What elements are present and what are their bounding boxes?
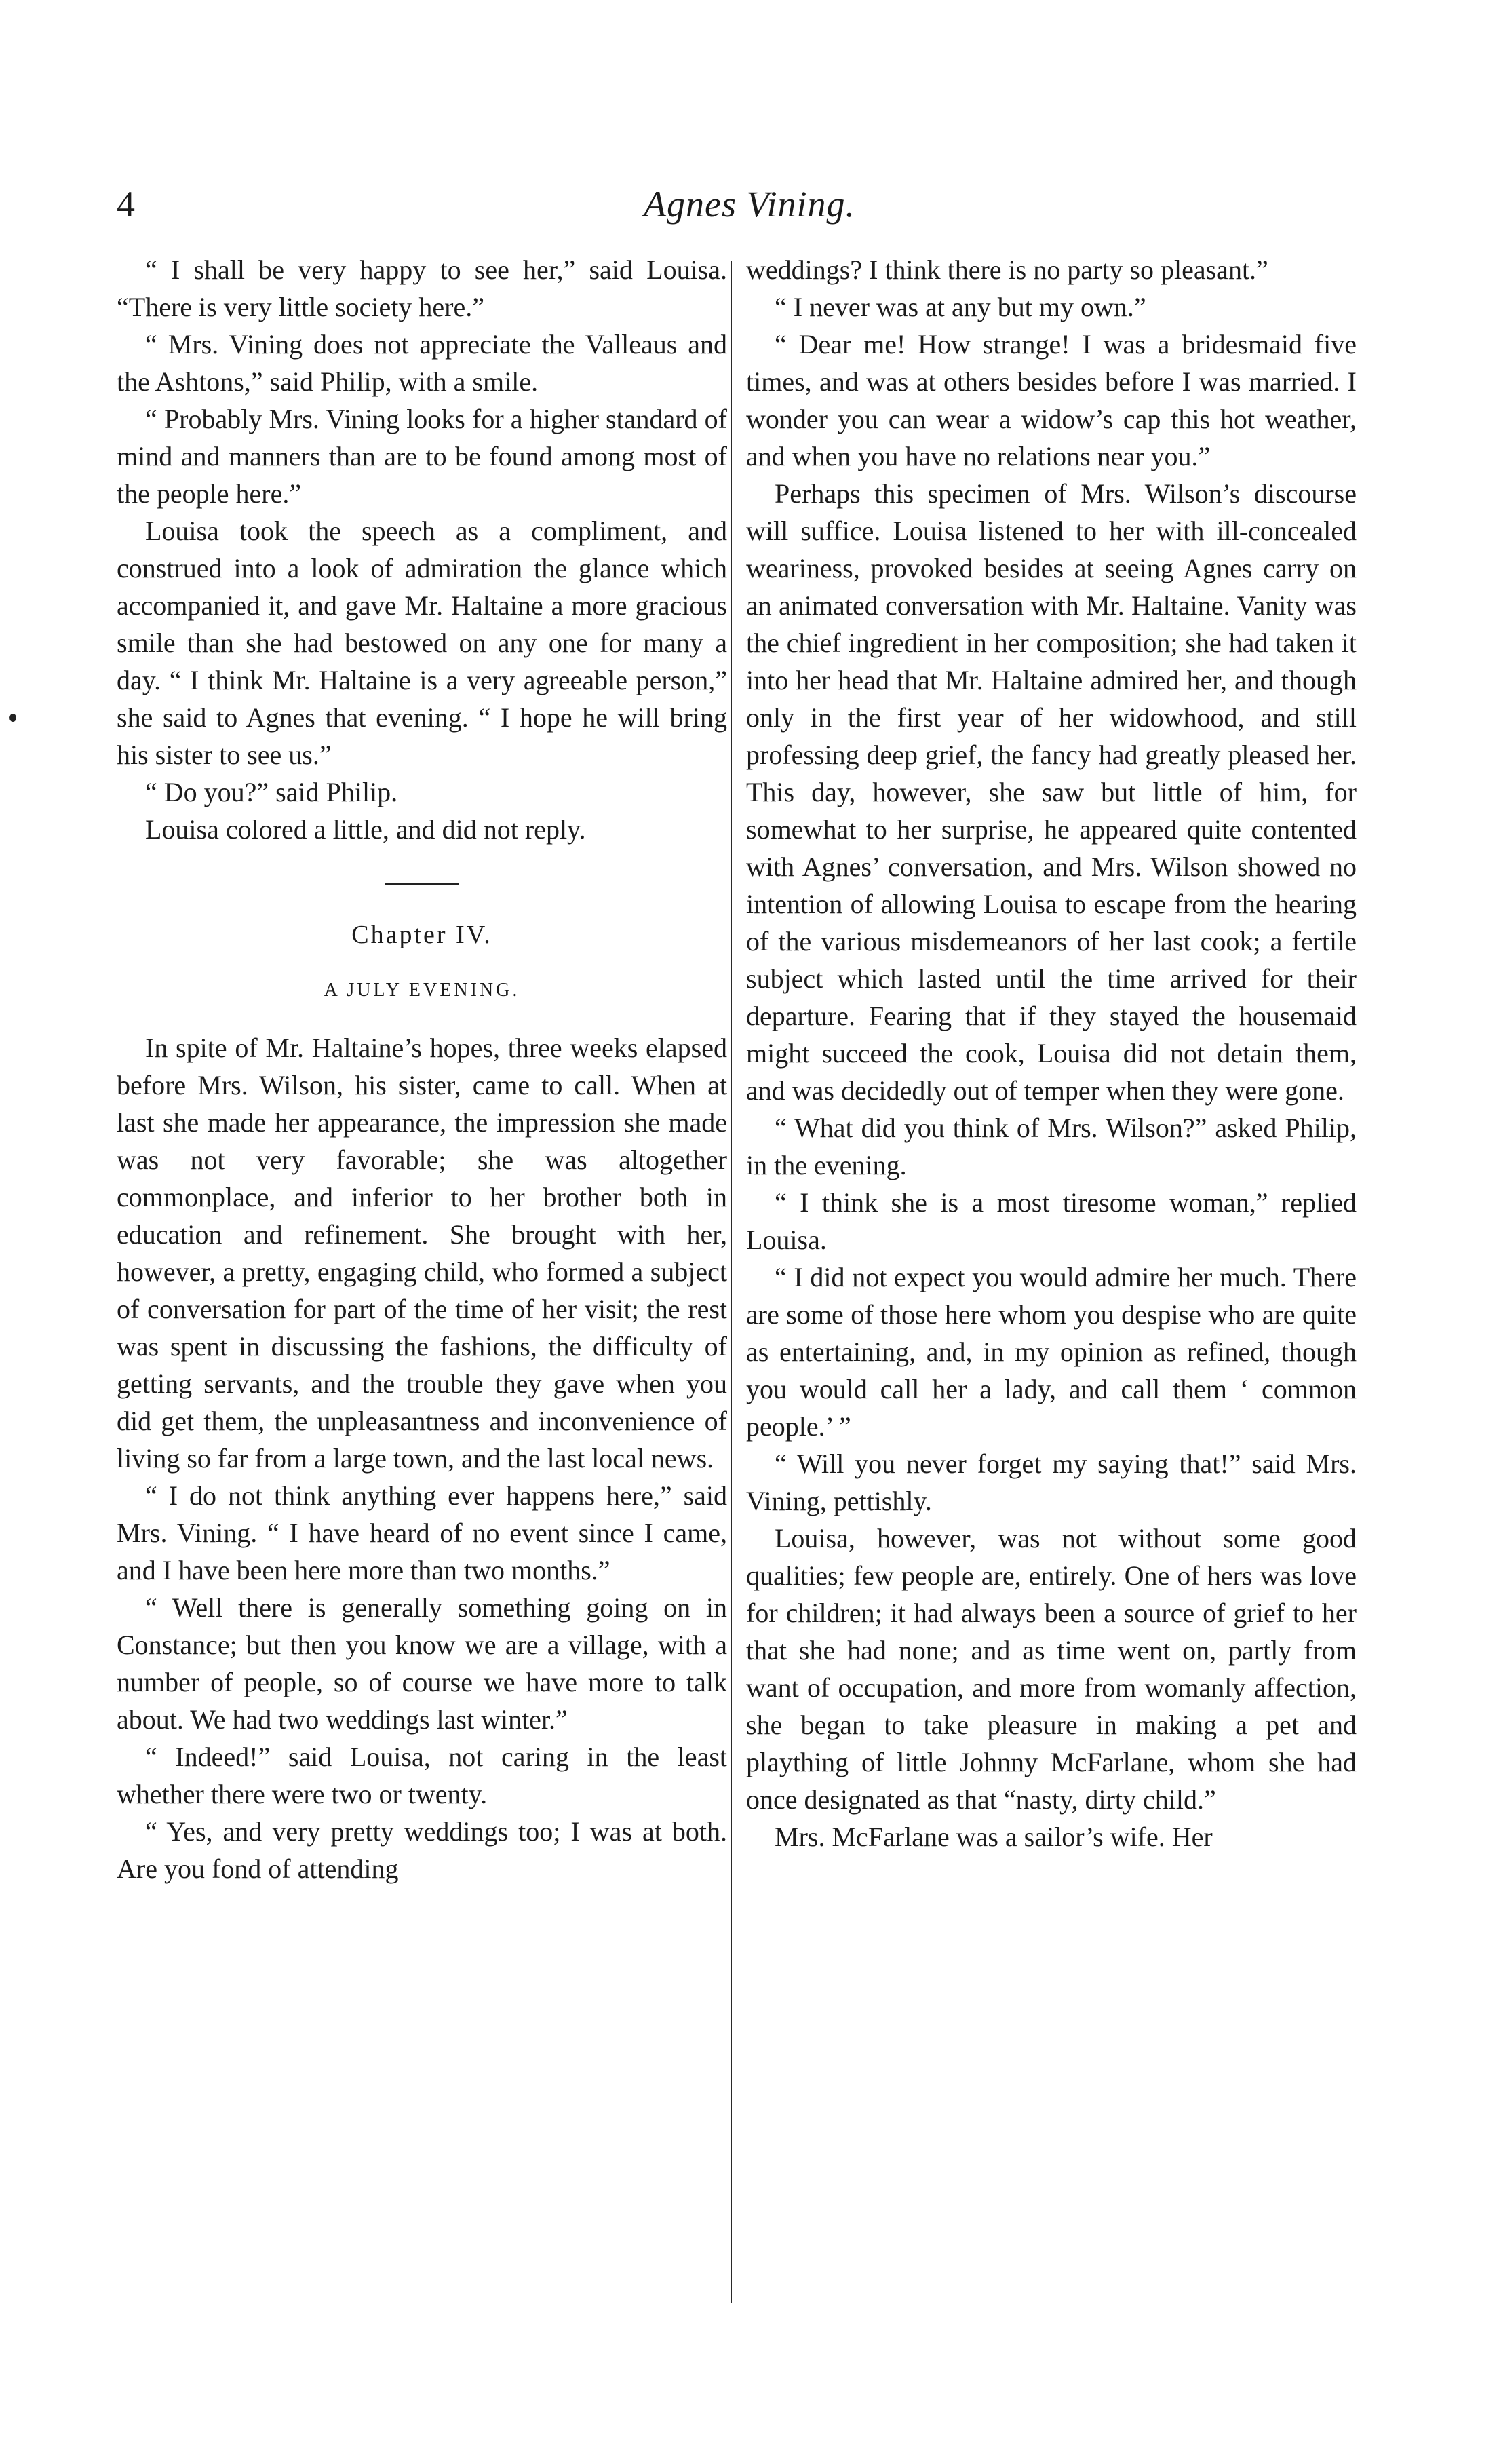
right-column [746, 251, 1357, 1855]
column-divider [731, 261, 732, 2303]
section-rule [385, 883, 459, 885]
paragraph: Louisa took the speech as a compliment, and construed into a look of admiration the glance which accompanied it, and gave Mr. Haltaine a more gracious smile than she had bestowed on any one for many a day. “ I think Mr. Haltaine is a very agreeable person,” she said to Agnes that evening. “ I hope he will bring his sister to see us.” [117, 516, 727, 770]
paragraph: “ Mrs. Vining does not appreciate the Valleaus and the Ashtons,” said Philip, with a smile. [117, 329, 727, 397]
paragraph: weddings? I think there is no party so pleasant.” [746, 254, 1268, 285]
paragraph: “ I shall be very happy to see her,” said Louisa. “There is very little society here.” [117, 254, 727, 322]
paragraph: “ Yes, and very pretty weddings too; I was at both. Are you fond of attending [117, 1816, 727, 1884]
paragraph: “ Probably Mrs. Vining looks for a higher standard of mind and manners than are to be found among most of the people here.” [117, 404, 727, 509]
paragraph: “ I did not expect you would admire her much. There are some of those here whom you despise who are quite as entertaining, and, in my opinion as refined, though you would call her a lady, and call them ‘ common people.’ ” [746, 1262, 1357, 1442]
paragraph: “ I think she is a most tiresome woman,” replied Louisa. [746, 1187, 1357, 1255]
paragraph: “ Indeed!” said Louisa, not caring in the least whether there were two or twenty. [117, 1741, 727, 1809]
chapter-subtitle: A JULY EVENING. [324, 980, 520, 1001]
paragraph: Perhaps this specimen of Mrs. Wilson’s discourse will suffice. Louisa listened to her with ill-concealed weariness, provoked besides at seeing Agnes carry on an animated conversation with Mr. Haltaine. Vanity was the chief ingredient in her composition; she had taken it into her head that Mr. Haltaine admired her, and though only in the first year of her widowhood, and still professing deep grief, the fancy had greatly pleased her. This day, however, she saw but little of him, for somewhat to her surprise, he appeared quite contented with Agnes’ conversation, and Mrs. Wilson showed no intention of allowing Louisa to escape from the hearing of the various misdemeanors of her last cook; a fertile subject which lasted until the time arrived for their departure. Fearing that if they stayed the housemaid might succeed the cook, Louisa did not detain them, and was decidedly out of temper when they were gone. [746, 478, 1357, 1106]
margin-dot [9, 714, 16, 722]
paragraph: “ I never was at any but my own.” [775, 292, 1146, 322]
paragraph: “ I do not think anything ever happens here,” said Mrs. Vining. “ I have heard of no event since I came, and I have been here more than two months.” [117, 1480, 727, 1585]
paragraph: “ Do you?” said Philip. [145, 777, 398, 807]
paragraph: In spite of Mr. Haltaine’s hopes, three weeks elapsed before Mrs. Wilson, his sister, came to call. When at last she made her appearance, the impression she made was not very favorable; she was altogether commonplace, and inferior to her brother both in education and refinement. She brought with her, however, a pretty, engaging child, who formed a subject of conversation for part of the time of her visit; the rest was spent in discussing the fashions, the difficulty of getting servants, and the trouble they gave when you did get them, the unpleasantness and inconvenience of living so far from a large town, and the last local news. [117, 1033, 727, 1474]
chapter-heading: Chapter IV. [351, 921, 492, 949]
page-number: 4 [117, 184, 135, 225]
left-column [117, 251, 727, 1887]
paragraph: “ Well there is generally something going on in Constance; but then you know we are a village, with a number of people, so of course we have more to talk about. We had two weddings last winter.” [117, 1592, 727, 1735]
paragraph: Mrs. McFarlane was a sailor’s wife. Her [775, 1822, 1213, 1852]
paragraph: Louisa colored a little, and did not reply. [145, 814, 586, 845]
paragraph: “ What did you think of Mrs. Wilson?” asked Philip, in the evening. [746, 1113, 1357, 1180]
paragraph: “ Will you never forget my saying that!” said Mrs. Vining, pettishly. [746, 1448, 1357, 1516]
page-header [0, 183, 1499, 237]
paragraph: “ Dear me! How strange! I was a bridesmaid five times, and was at others besides before I was married. I wonder you can wear a widow’s cap this hot weather, and when you have no relations near you.” [746, 329, 1357, 471]
paragraph: Louisa, however, was not without some good qualities; few people are, entirely. One of hers was love for children; it had always been a source of grief to her that she had none; and as time went on, partly from want of occupation, and more from womanly affection, she began to take pleasure in making a pet and plaything of little Johnny McFarlane, whom she had once designated as that “nasty, dirty child.” [746, 1523, 1357, 1815]
running-title: Agnes Vining. [644, 184, 855, 225]
